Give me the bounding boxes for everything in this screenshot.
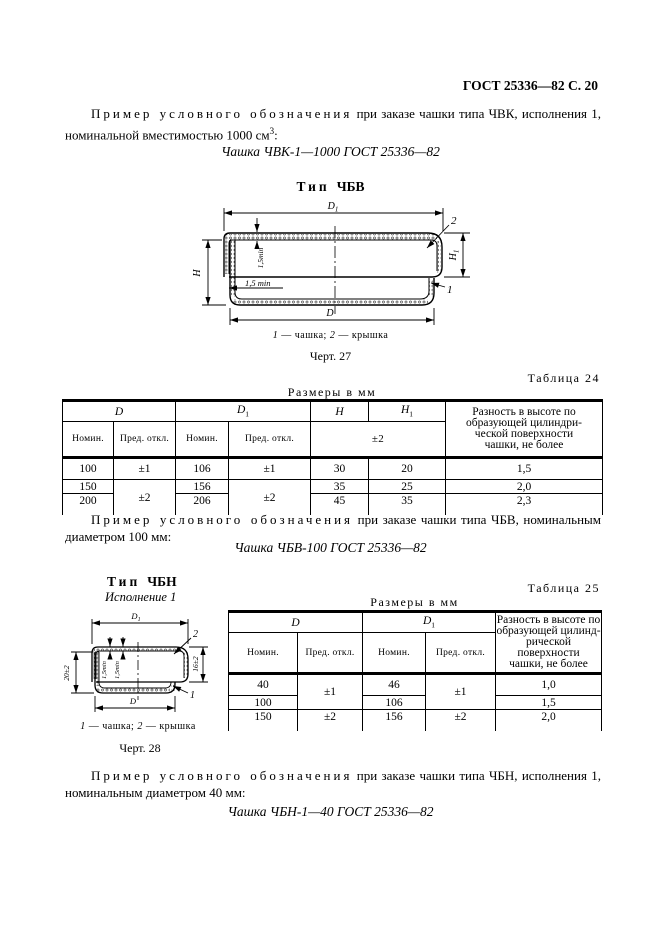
col-header-nominal: Номин. [63, 422, 114, 458]
diff-line: Разность в высоте по [472, 406, 576, 418]
col-header-d1: $D_1$ [363, 612, 496, 633]
table-cell: 45 [311, 494, 369, 516]
table-cell: 150 [63, 480, 114, 494]
figure-27-legend [0, 330, 661, 341]
table-cell: 100 [63, 458, 114, 480]
dim-label-thickness-side: 1,5 min [245, 278, 271, 288]
table-cell: ±2 [426, 710, 496, 732]
dim-label-height-lid: 16±2 [191, 656, 200, 672]
table-cell: 106 [176, 458, 229, 480]
table-24-units: Размеры в мм [287, 385, 377, 399]
figure-27-caption: Черт. 27 [309, 349, 352, 363]
table-25-units: Размеры в мм [370, 595, 459, 609]
figure-28-caption: Черт. 28 [119, 741, 161, 755]
col-header-nominal: Номин. [229, 633, 298, 674]
example-paragraph-3 [65, 768, 601, 801]
dim-label-d: D [129, 696, 137, 706]
diff-line: чашки, не более [484, 439, 564, 451]
callout-cup: 1 [447, 284, 453, 296]
table-cell: 35 [369, 494, 446, 516]
diff-line: рической поверхности [517, 636, 580, 659]
figure-28-legend [58, 721, 218, 732]
table-cell: 1,5 [496, 696, 602, 710]
legend-num: 2 [329, 330, 336, 341]
table-cell: 156 [176, 480, 229, 494]
spaced-lead: Пример условного обозначения [91, 106, 353, 121]
table-row [63, 458, 603, 480]
table-25 [228, 610, 602, 731]
designation-chvk: Чашка ЧВК-1—1000 ГОСТ 25336—82 [221, 144, 440, 159]
table-cell: 106 [363, 696, 426, 710]
spaced-lead: Пример условного обозначения [91, 512, 354, 527]
table-cell: 1,5 [446, 458, 603, 480]
table-25-label: Таблица 25 [527, 581, 600, 595]
dim-label-thickness-1: 1,5min [101, 661, 108, 679]
callout-lid: 2 [193, 629, 198, 640]
type-name: ЧБВ [336, 179, 365, 194]
table-24-header-row-1 [63, 401, 603, 422]
callout-cup: 1 [190, 690, 195, 701]
table-cell: 100 [229, 696, 298, 710]
dim-label-d1: $D_1$ [131, 611, 141, 623]
page-header: ГОСТ 25336—82 С. 20 [462, 78, 598, 93]
type-name: ЧБН [147, 574, 177, 589]
legend-text: — крышка [145, 721, 196, 732]
table-row [229, 696, 602, 710]
col-header-difference [446, 401, 603, 458]
table-cell: 156 [363, 710, 426, 732]
table-cell: ±2 [114, 480, 176, 516]
table-cell: 2,0 [446, 480, 603, 494]
legend-text: — чашка; [281, 330, 327, 341]
legend-num: 1 [272, 330, 279, 341]
col-header-difference [496, 612, 602, 674]
table-cell: 25 [369, 480, 446, 494]
table-cell: 40 [229, 674, 298, 696]
table-25-header-row-1 [229, 612, 602, 633]
table-cell: 150 [229, 710, 298, 732]
table-cell: ±1 [114, 458, 176, 480]
col-header-deviation: Пред. откл. [229, 422, 311, 458]
callout-lid: 2 [451, 215, 457, 227]
table-row [229, 674, 602, 696]
spaced-lead: Пример условного обозначения [91, 768, 353, 783]
legend-num: 2 [137, 721, 143, 732]
dim-label-h1: $H_1$ [448, 249, 461, 261]
table-cell: 206 [176, 494, 229, 516]
table-24 [62, 399, 603, 515]
dim-label-d: D [326, 308, 334, 319]
table-cell: ±2 [298, 710, 363, 732]
table-cell: 30 [311, 458, 369, 480]
dim-label-thickness-2: 1,5min [114, 661, 121, 679]
designation-chbv: Чашка ЧБВ-100 ГОСТ 25336—82 [234, 540, 427, 555]
table-row [63, 480, 603, 494]
variant-label: Исполнение 1 [105, 590, 177, 604]
col-header-d: D [63, 401, 176, 422]
col-header-d1: $D_1$ [176, 401, 311, 422]
table-cell: 2,3 [446, 494, 603, 516]
dim-label-h: H [192, 269, 203, 277]
col-header-h1: $H_1$ [369, 401, 446, 422]
superscript: 3 [269, 125, 275, 136]
col-header-h: H [311, 401, 369, 422]
col-header-d: D [229, 612, 363, 633]
paragraph-text: при заказе чашки типа ЧБВ, номинальным диаметром 100 мм: [65, 512, 601, 544]
dim-label-height-cup: 20±2 [62, 665, 71, 681]
col-header-nominal: Номин. [363, 633, 426, 674]
designation-chbn: Чашка ЧБН-1—40 ГОСТ 25336—82 [227, 804, 434, 819]
legend-text: — чашка; [88, 721, 135, 732]
dimension-lines [202, 208, 470, 325]
type-label: Тип [296, 179, 330, 194]
table-cell: 200 [63, 494, 114, 516]
figure-28-drawing [60, 608, 220, 720]
col-header-deviation: Пред. откл. [114, 422, 176, 458]
table-cell: 35 [311, 480, 369, 494]
table-24-label: Таблица 24 [527, 371, 600, 385]
col-header-nominal: Номин. [176, 422, 229, 458]
table-cell: 46 [363, 674, 426, 696]
table-cell: ±1 [229, 458, 311, 480]
table-row [229, 710, 602, 732]
diff-line: чашки, не более [509, 658, 588, 670]
diff-line: образующей цилинд- [496, 625, 601, 637]
table-cell: 1,0 [496, 674, 602, 696]
table-cell: 2,0 [496, 710, 602, 732]
col-header-deviation: Пред. откл. [426, 633, 496, 674]
paragraph-text: при заказе чашки типа ЧБН, исполнения 1, номинальным диаметром 40 мм: [65, 768, 601, 800]
paragraph-tail: : [274, 126, 278, 142]
diff-line: ческой поверхности [474, 428, 574, 440]
type-heading-chbv [0, 179, 661, 195]
diff-line: образующей цилиндри- [465, 417, 583, 429]
table-cell: ±1 [298, 674, 363, 710]
dim-label-thickness-top: 1,5min [256, 247, 265, 269]
col-header-pm2: ±2 [311, 422, 446, 458]
diff-line: Разность в высоте по [496, 614, 601, 626]
legend-text: — крышка [338, 330, 389, 341]
table-cell: ±2 [229, 480, 311, 516]
dim-label-d1: $D_1$ [327, 201, 339, 214]
example-paragraph-1 [65, 106, 601, 143]
paragraph-text: при заказе чашки типа ЧВК, исполнения 1, номинальной вместимостью 1000 см [65, 106, 601, 142]
table-cell: 20 [369, 458, 446, 480]
figure-27-drawing [170, 196, 500, 336]
col-header-deviation: Пред. откл. [298, 633, 363, 674]
table-cell: ±1 [426, 674, 496, 710]
legend-num: 1 [80, 721, 86, 732]
type-label: Тип [107, 574, 141, 589]
